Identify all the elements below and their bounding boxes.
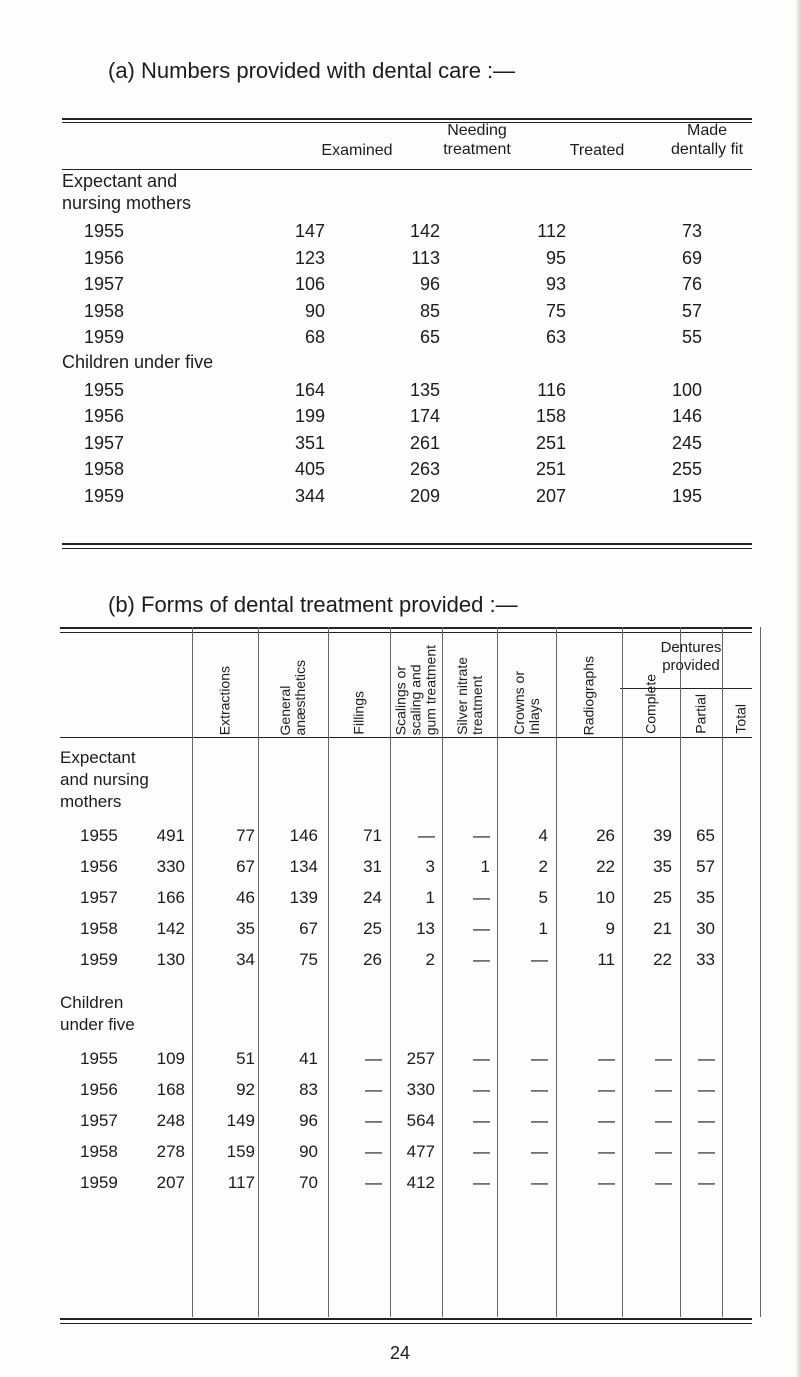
row-year: 1955	[84, 379, 125, 400]
table-row	[62, 377, 752, 403]
cell-value: 63	[545, 327, 566, 347]
column-header: Treated	[569, 142, 625, 159]
table-a	[62, 118, 752, 548]
section-b-title: (b) Forms of dental treatment provided :—	[108, 592, 518, 617]
cell-value: —	[365, 1080, 382, 1099]
cell-value: 33	[696, 950, 715, 969]
page-edge-shadow	[795, 0, 801, 1377]
page-number: 24	[390, 1343, 411, 1363]
cell-value: —	[365, 1049, 382, 1068]
cell-value: 207	[535, 485, 566, 506]
cell-value: 1	[425, 888, 435, 907]
table-row	[60, 1139, 752, 1165]
cell-value: 76	[681, 274, 702, 294]
cell-value: 30	[696, 919, 715, 938]
cell-value: 92	[236, 1080, 255, 1099]
cell-value: 112	[537, 221, 566, 241]
column-header-text: Fillings	[350, 691, 367, 735]
cell-value: 90	[299, 1142, 318, 1161]
cell-value: —	[365, 1173, 382, 1192]
cell-value: 142	[156, 919, 185, 938]
cell-value: —	[655, 1111, 672, 1130]
cell-value: 11	[597, 950, 615, 969]
cell-value: —	[473, 1142, 490, 1161]
cell-value: —	[531, 1173, 548, 1192]
cell-value: 55	[681, 327, 702, 347]
cell-value: 85	[419, 300, 440, 321]
cell-value: 95	[545, 247, 566, 268]
row-year: 1955	[84, 221, 125, 241]
cell-value: 2	[425, 950, 435, 969]
row-year: 1958	[84, 300, 125, 321]
cell-value: 4	[538, 826, 548, 845]
cell-value: 149	[226, 1111, 255, 1130]
row-year: 1956	[80, 1080, 118, 1099]
column-header-text: Partial	[692, 694, 709, 734]
cell-value: 22	[596, 857, 615, 876]
table-row	[60, 1046, 752, 1072]
row-year: 1956	[84, 406, 125, 426]
cell-value: —	[365, 1142, 382, 1161]
cell-value: —	[698, 1111, 715, 1130]
row-year: 1959	[80, 950, 118, 969]
cell-value: 96	[299, 1111, 318, 1130]
row-year: 1959	[84, 327, 125, 347]
cell-value: 35	[653, 857, 672, 876]
column-header-text: Total	[732, 704, 749, 734]
cell-value: 21	[653, 919, 672, 938]
cell-value: 73	[681, 221, 702, 241]
column-header	[258, 637, 328, 735]
cell-value: 245	[671, 432, 702, 453]
cell-value: 116	[537, 379, 566, 400]
cell-value: —	[598, 1111, 615, 1130]
cell-value: 477	[406, 1142, 435, 1161]
cell-value: 139	[289, 888, 318, 907]
row-year: 1958	[80, 1142, 118, 1161]
group-label: Children under five	[60, 993, 135, 1034]
cell-value: 46	[236, 888, 255, 907]
column-header-text: Complete	[642, 674, 659, 734]
cell-value: 51	[236, 1049, 255, 1068]
column-header-text: Scalings or scaling and gum treatment	[392, 644, 439, 735]
cell-value: 83	[299, 1080, 318, 1099]
column-header	[722, 689, 760, 734]
cell-value: —	[655, 1080, 672, 1099]
cell-value: 65	[419, 327, 440, 347]
cell-value: 75	[299, 950, 318, 969]
cell-value: 70	[299, 1173, 318, 1192]
cell-value: 31	[363, 857, 382, 876]
cell-value: —	[698, 1049, 715, 1068]
table-row	[62, 324, 752, 350]
cell-value: —	[598, 1173, 615, 1192]
cell-value: 209	[409, 485, 440, 506]
column-header-text: General anæsthetics	[277, 659, 308, 735]
cell-value: 278	[156, 1142, 185, 1161]
section-a-title: (a) Numbers provided with dental care :—	[108, 58, 516, 83]
cell-value: 65	[696, 826, 715, 845]
cell-value: —	[473, 888, 490, 907]
cell-value: 491	[156, 826, 185, 845]
dentures-header: Dentures provided	[660, 639, 722, 674]
cell-value: —	[473, 1173, 490, 1192]
cell-value: 134	[289, 857, 318, 876]
cell-value: 75	[545, 300, 566, 321]
group-label: Expectant and nursing mothers	[62, 171, 192, 213]
cell-value: —	[473, 1049, 490, 1068]
cell-value: 13	[416, 919, 435, 938]
cell-value: —	[531, 1142, 548, 1161]
row-year: 1956	[84, 247, 125, 268]
cell-value: 68	[304, 327, 325, 347]
cell-value: 251	[535, 432, 566, 453]
table-row	[60, 823, 752, 849]
cell-value: 26	[363, 950, 382, 969]
row-year: 1959	[80, 1173, 118, 1192]
column-header	[192, 637, 258, 735]
cell-value: 142	[409, 221, 440, 241]
cell-value: 257	[406, 1049, 435, 1068]
cell-value: 330	[156, 857, 185, 876]
column-header	[328, 637, 390, 735]
cell-value: 564	[406, 1111, 435, 1130]
column-header	[556, 637, 622, 735]
cell-value: 57	[681, 300, 702, 321]
column-header	[442, 637, 497, 735]
cell-value: —	[473, 826, 490, 845]
cell-value: 263	[409, 459, 440, 479]
table-row	[62, 430, 752, 456]
cell-value: 117	[227, 1173, 255, 1192]
cell-value: —	[598, 1049, 615, 1068]
table-row	[60, 1108, 752, 1134]
column-header	[497, 637, 556, 735]
cell-value: —	[531, 1080, 548, 1099]
cell-value: —	[473, 950, 490, 969]
cell-value: —	[365, 1111, 382, 1130]
table-row	[60, 947, 752, 973]
table-row	[62, 298, 752, 324]
cell-value: 159	[226, 1142, 255, 1161]
cell-value: 39	[653, 826, 672, 845]
cell-value: 9	[605, 919, 615, 938]
group-label: Children under five	[62, 351, 214, 372]
row-year: 1959	[84, 485, 125, 506]
table-row	[60, 885, 752, 911]
cell-value: 195	[671, 485, 702, 506]
cell-value: 113	[411, 247, 440, 268]
cell-value: 1	[538, 919, 548, 938]
table-row	[60, 854, 752, 880]
column-header: Made dentally fit	[670, 122, 744, 158]
column-header-text: Radiographs	[580, 655, 597, 735]
cell-value: 248	[156, 1111, 185, 1130]
cell-value: —	[655, 1049, 672, 1068]
cell-value: 174	[409, 406, 440, 426]
cell-value: —	[655, 1142, 672, 1161]
cell-value: —	[698, 1080, 715, 1099]
cell-value: 130	[156, 950, 185, 969]
cell-value: 344	[294, 485, 325, 506]
row-year: 1955	[80, 1049, 118, 1068]
cell-value: 123	[294, 247, 325, 268]
cell-value: 5	[538, 888, 548, 907]
cell-value: 207	[156, 1173, 185, 1192]
group-label: Expectant and nursing mothers	[60, 748, 149, 811]
table-a-bottom-rule-inner	[62, 548, 752, 549]
cell-value: 168	[156, 1080, 185, 1099]
row-year: 1957	[84, 432, 125, 453]
cell-value: 351	[294, 432, 325, 453]
column-header: Needing treatment	[443, 122, 511, 158]
cell-value: 24	[363, 888, 382, 907]
cell-value: 25	[653, 888, 672, 907]
column-header-text: Silver nitrate treatment	[453, 657, 485, 735]
cell-value: —	[598, 1142, 615, 1161]
cell-value: 67	[299, 919, 318, 938]
cell-value: —	[531, 950, 548, 969]
cell-value: 109	[156, 1049, 185, 1068]
table-b	[60, 627, 752, 1332]
cell-value: 146	[289, 826, 318, 845]
column-divider	[760, 627, 761, 1317]
cell-value: 135	[409, 379, 440, 400]
cell-value: 67	[236, 857, 255, 876]
cell-value: 106	[294, 274, 325, 294]
cell-value: 158	[535, 406, 566, 426]
cell-value: 57	[696, 857, 715, 876]
cell-value: 69	[681, 247, 702, 268]
column-header: Examined	[321, 142, 393, 159]
row-year: 1957	[80, 1111, 118, 1130]
cell-value: 93	[545, 274, 566, 294]
table-row	[62, 245, 752, 271]
cell-value: 199	[294, 406, 325, 426]
table-row	[60, 1170, 752, 1196]
row-year: 1958	[84, 459, 125, 479]
column-header-text: Extractions	[216, 665, 233, 735]
cell-value: 10	[596, 888, 615, 907]
cell-value: 164	[294, 379, 325, 400]
cell-value: 35	[696, 888, 715, 907]
cell-value: 146	[671, 406, 702, 426]
cell-value: —	[655, 1173, 672, 1192]
cell-value: 100	[671, 379, 702, 400]
cell-value: 2	[538, 857, 548, 876]
cell-value: 96	[419, 274, 440, 294]
table-row	[62, 483, 752, 509]
table-row	[60, 916, 752, 942]
cell-value: —	[598, 1080, 615, 1099]
cell-value: —	[698, 1173, 715, 1192]
cell-value: 22	[653, 950, 672, 969]
cell-value: 71	[363, 826, 382, 845]
column-header	[622, 674, 680, 734]
table-row	[62, 218, 752, 244]
cell-value: 25	[363, 919, 382, 938]
cell-value: 147	[294, 221, 325, 241]
cell-value: —	[473, 1111, 490, 1130]
cell-value: 412	[406, 1173, 435, 1192]
cell-value: 251	[535, 459, 566, 479]
cell-value: —	[473, 919, 490, 938]
table-row	[62, 456, 752, 482]
cell-value: —	[531, 1111, 548, 1130]
table-row	[60, 1077, 752, 1103]
row-year: 1958	[80, 919, 118, 938]
row-year: 1957	[84, 274, 125, 294]
cell-value: 3	[425, 857, 435, 876]
cell-value: 1	[480, 857, 490, 876]
cell-value: 330	[406, 1080, 435, 1099]
row-year: 1957	[80, 888, 118, 907]
cell-value: —	[418, 826, 435, 845]
cell-value: 405	[294, 459, 325, 479]
column-header-text: Crowns or Inlays	[510, 671, 542, 735]
cell-value: 255	[671, 459, 702, 479]
cell-value: —	[531, 1049, 548, 1068]
cell-value: 77	[236, 826, 255, 845]
table-row	[62, 271, 752, 297]
column-header	[390, 637, 442, 735]
cell-value: 35	[236, 919, 255, 938]
cell-value: 90	[304, 300, 325, 321]
cell-value: 166	[156, 888, 185, 907]
row-year: 1956	[80, 857, 118, 876]
cell-value: 261	[409, 432, 440, 453]
cell-value: —	[698, 1142, 715, 1161]
cell-value: 41	[299, 1049, 318, 1068]
cell-value: 34	[236, 950, 255, 969]
table-row	[62, 403, 752, 429]
cell-value: 26	[596, 826, 615, 845]
row-year: 1955	[80, 826, 118, 845]
cell-value: —	[473, 1080, 490, 1099]
column-header	[680, 689, 722, 734]
